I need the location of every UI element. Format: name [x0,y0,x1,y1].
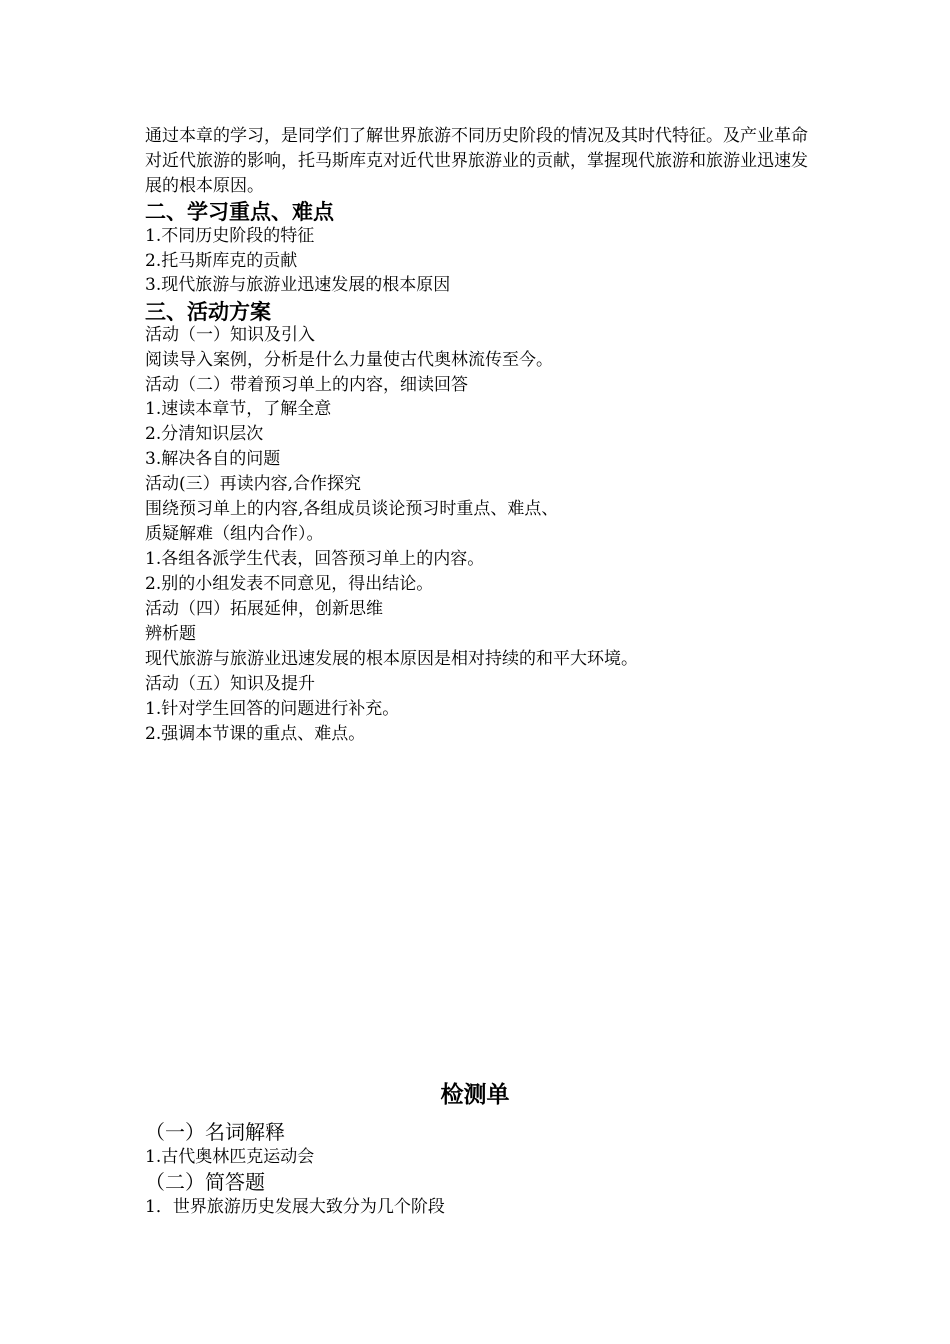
activity-line: 2.分清知识层次 [145,424,264,444]
test-question: 1．世界旅游历史发展大致分为几个阶段 [145,1197,445,1217]
test-question: 1.古代奥林匹克运动会 [145,1147,315,1167]
activity-line: 1.针对学生回答的问题进行补充。 [145,699,400,719]
test-part-heading: （二）简答题 [145,1170,265,1194]
activity-line: 3.解决各自的问题 [145,449,281,469]
activity-line: 2.强调本节课的重点、难点。 [145,724,366,744]
activity-line: 1.各组各派学生代表，回答预习单上的内容。 [145,549,485,569]
activity-line: 质疑解难（组内合作）。 [145,524,324,544]
list-item: 2.托马斯库克的贡献 [145,251,298,271]
activity-line: 1.速读本章节，了解全意 [145,399,332,419]
test-part-heading: （一）名词解释 [145,1120,285,1144]
list-item: 1.不同历史阶段的特征 [145,226,315,246]
activity-line: 活动(三）再读内容,合作探究 [145,474,362,494]
activity-line: 辨析题 [145,624,196,644]
section-heading-activity-plan: 三、活动方案 [145,300,271,324]
activity-line: 活动（四）拓展延伸，创新思维 [145,599,383,619]
activity-line: 活动（二）带着预习单上的内容，细读回答 [145,375,468,395]
section-heading-key-points: 二、学习重点、难点 [145,200,334,224]
intro-paragraph: 通过本章的学习，是同学们了解世界旅游不同历史阶段的情况及其时代特征。及产业革命对近代旅游的影响，托马斯库克对近代世界旅游业的贡献，掌握现代旅游和旅游业迅速发展的根本原因。 [145,126,808,196]
activity-line: 现代旅游与旅游业迅速发展的根本原因是相对持续的和平大环境。 [145,649,638,669]
activity-line: 活动（五）知识及提升 [145,674,315,694]
activity-line: 阅读导入案例，分析是什么力量使古代奥林流传至今。 [145,350,553,370]
activity-line: 2.别的小组发表不同意见，得出结论。 [145,574,434,594]
activity-line: 活动（一）知识及引入 [145,325,315,345]
test-sheet-title: 检测单 [440,1082,510,1108]
activity-line: 围绕预习单上的内容,各组成员谈论预习时重点、难点、 [145,499,559,519]
list-item: 3.现代旅游与旅游业迅速发展的根本原因 [145,275,451,295]
